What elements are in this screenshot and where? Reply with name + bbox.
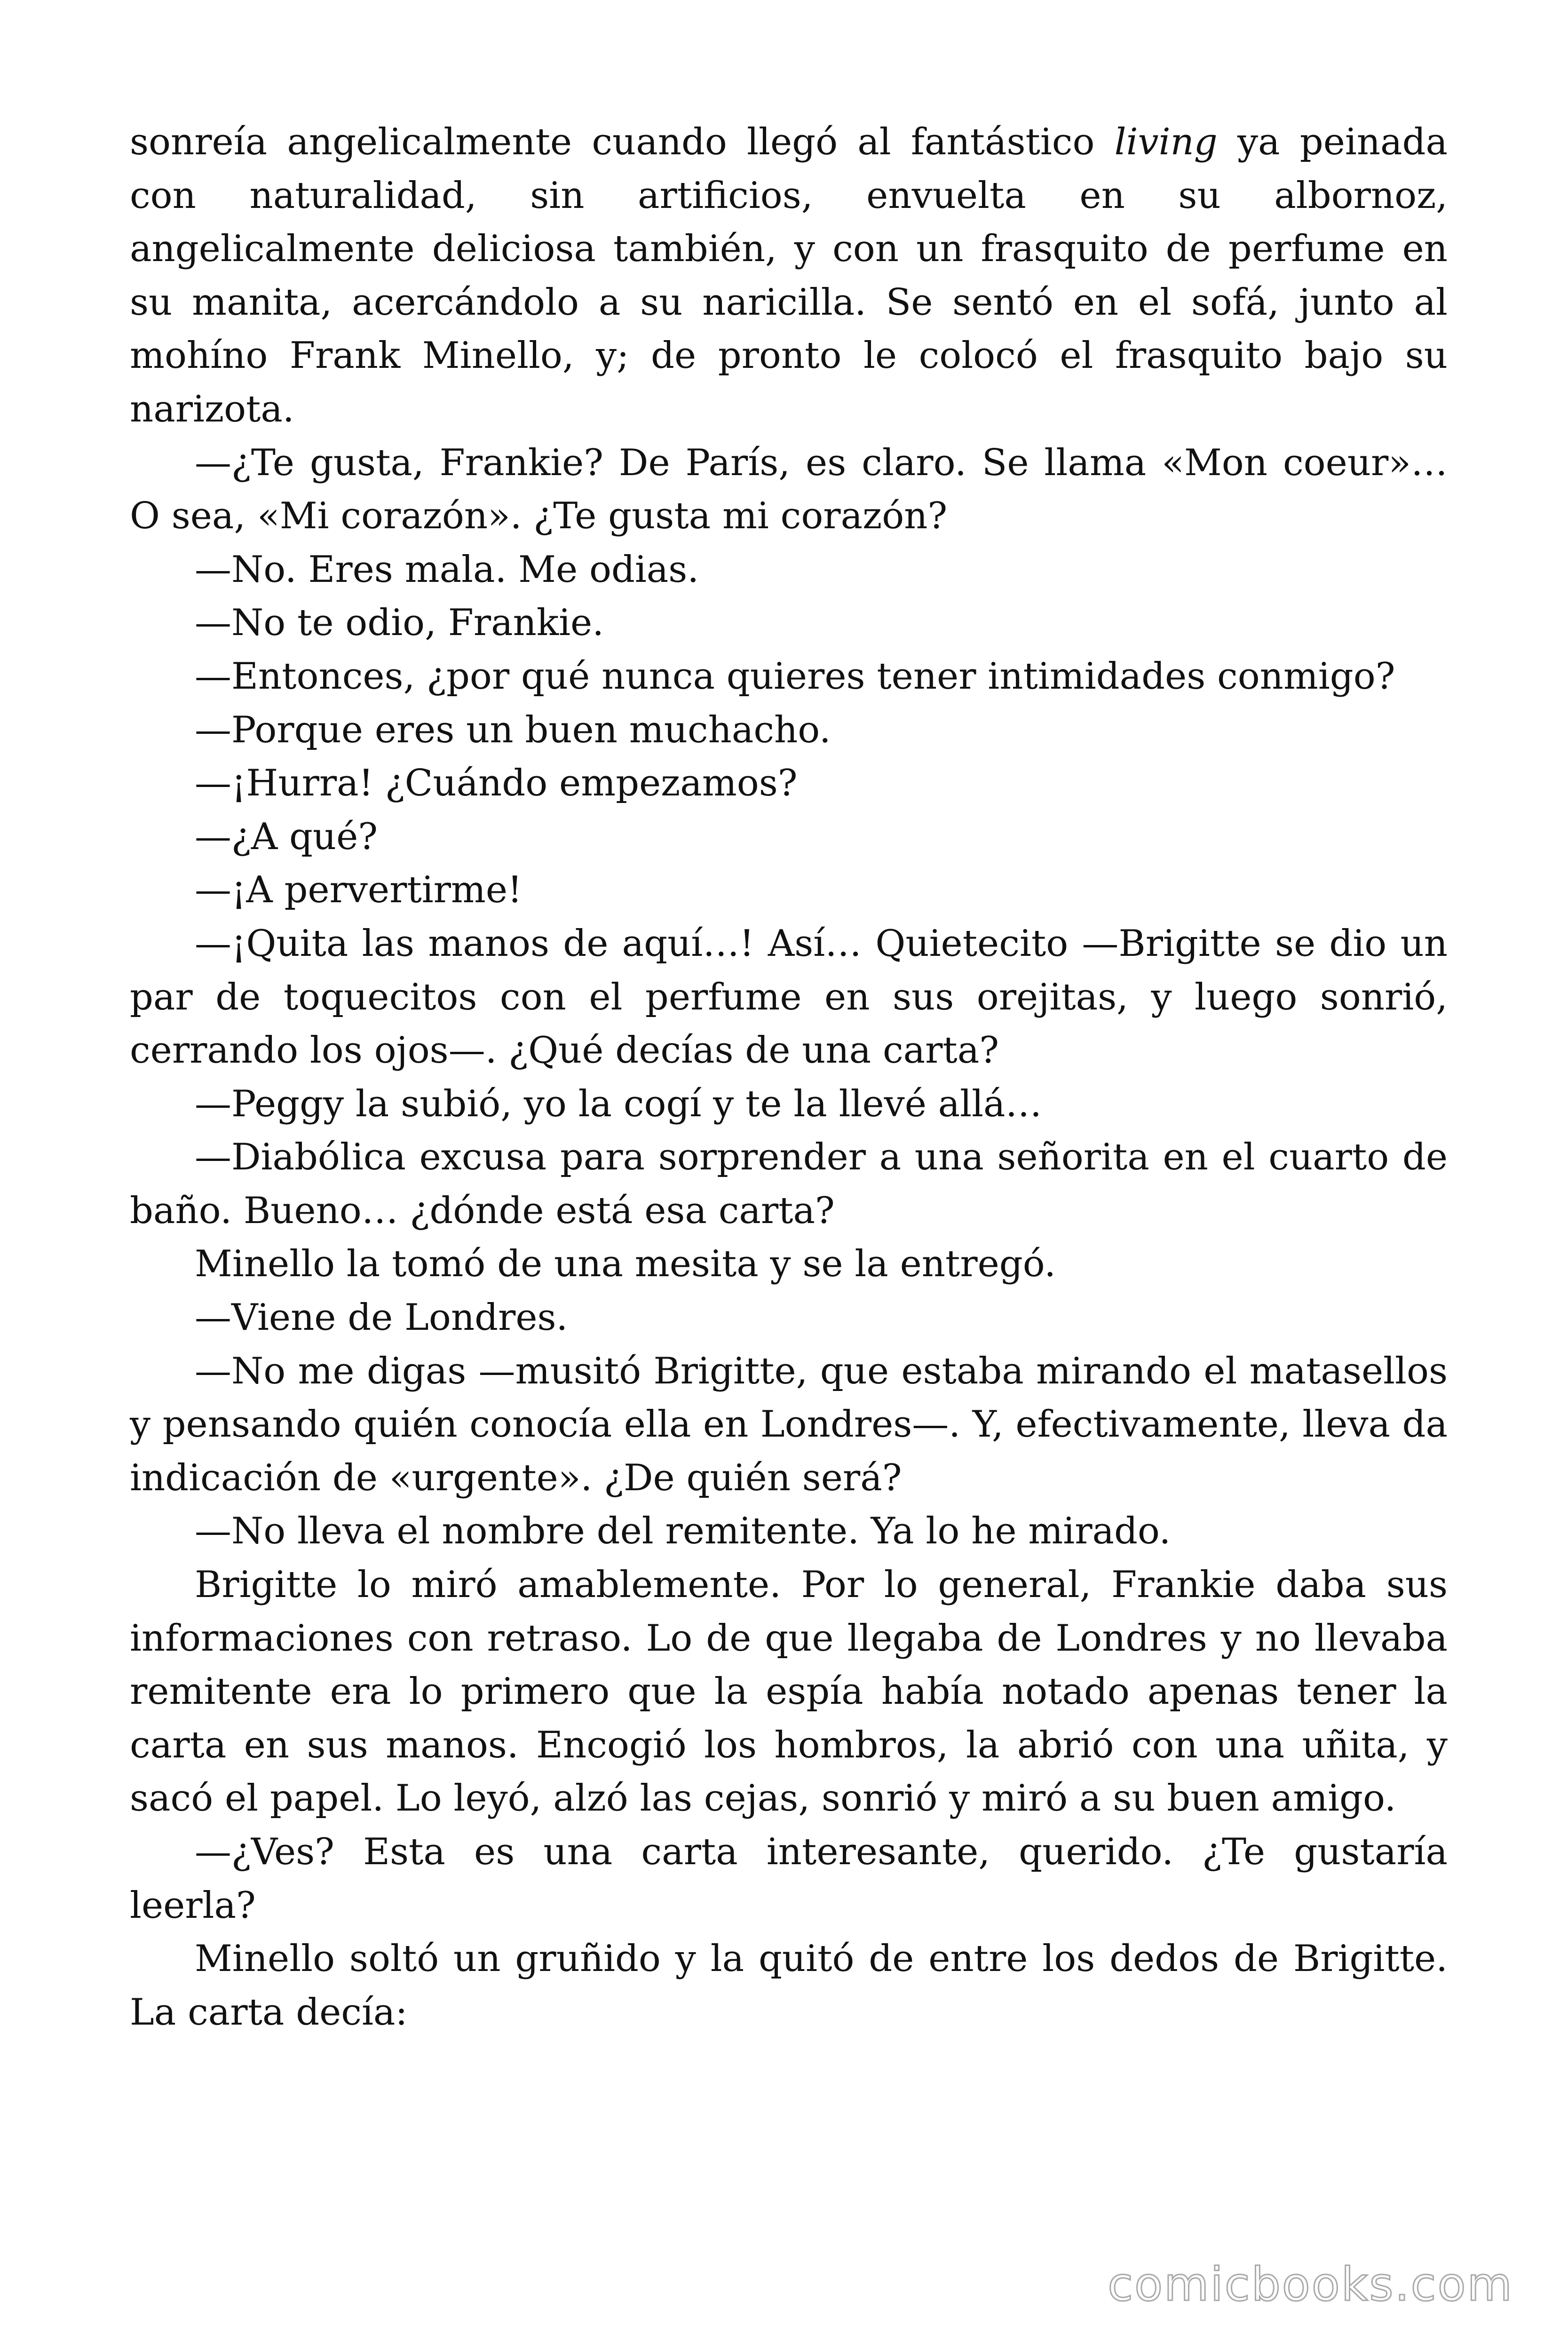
paragraph-9: —¡A pervertirme! [195, 869, 523, 912]
body-text [130, 116, 1448, 2039]
italic-word: living [1114, 121, 1218, 163]
paragraph-5: —Entonces, ¿por qué nunca quieres tener intimidades conmigo? [195, 655, 1395, 698]
paragraph-17: Brigitte lo miró amablemente. Por lo general, Frankie daba sus informaciones con retraso. Lo de que llegaba de Londres y no llevaba remitente era lo primero que la espía había notado apenas tener la carta en sus manos. Encogió los hombros, la abrió con una uñita, y sacó el papel. Lo leyó, alzó las cejas, sonrió y miró a su buen amigo. [130, 1564, 1448, 1820]
paragraph-14: —Viene de Londres. [195, 1296, 568, 1339]
paragraph-10: —¡Quita las manos de aquí…! Así… Quietecito —Brigitte se dio un par de toquecitos con el perfume en sus orejitas, y luego sonrió, cerrando los ojos—. ¿Qué decías de una carta? [130, 922, 1448, 1072]
paragraph-2: —¿Te gusta, Frankie? De París, es claro. Se llama «Mon coeur»… O sea, «Mi corazón». ¿Te gusta mi corazón? [130, 441, 1448, 538]
paragraph-text: sonreía angelicalmente cuando llegó al fantástico [130, 121, 1115, 163]
paragraph-1 [130, 116, 1448, 437]
paragraph-11: —Peggy la subió, yo la cogí y te la llevé allá… [195, 1082, 1042, 1125]
paragraph-3: —No. Eres mala. Me odias. [195, 548, 699, 591]
watermark: comicbooks.com [1108, 2258, 1513, 2312]
paragraph-16: —No lleva el nombre del remitente. Ya lo he mirado. [195, 1510, 1171, 1553]
paragraph-15: —No me digas —musitó Brigitte, que estaba mirando el matasellos y pensando quién conocía ella en Londres—. Y, efectivamente, lleva da indicación de «urgente». ¿De quién será? [130, 1350, 1448, 1499]
paragraph-text: ya peinada con naturalidad, sin artificios, envuelta en su albornoz, angelicalmente deliciosa también, y con un frasquito de perfume en su manita, acercándolo a su naricilla. Se sentó en el sofá, junto al mohíno Frank Minello, y; de pronto le colocó el frasquito bajo su narizota. [130, 121, 1448, 430]
paragraph-19: Minello soltó un gruñido y la quitó de entre los dedos de Brigitte. La carta decía: [130, 1938, 1448, 2034]
paragraph-13: Minello la tomó de una mesita y se la entregó. [195, 1243, 1056, 1286]
paragraph-6: —Porque eres un buen muchacho. [195, 708, 831, 751]
paragraph-8: —¿A qué? [195, 815, 378, 858]
paragraph-12: —Diabólica excusa para sorprender a una señorita en el cuarto de baño. Bueno… ¿dónde está esa carta? [130, 1136, 1448, 1232]
paragraph-4: —No te odio, Frankie. [195, 602, 604, 644]
paragraph-18: —¿Ves? Esta es una carta interesante, querido. ¿Te gustaría leerla? [130, 1831, 1448, 1927]
paragraph-7: —¡Hurra! ¿Cuándo empezamos? [195, 762, 798, 805]
